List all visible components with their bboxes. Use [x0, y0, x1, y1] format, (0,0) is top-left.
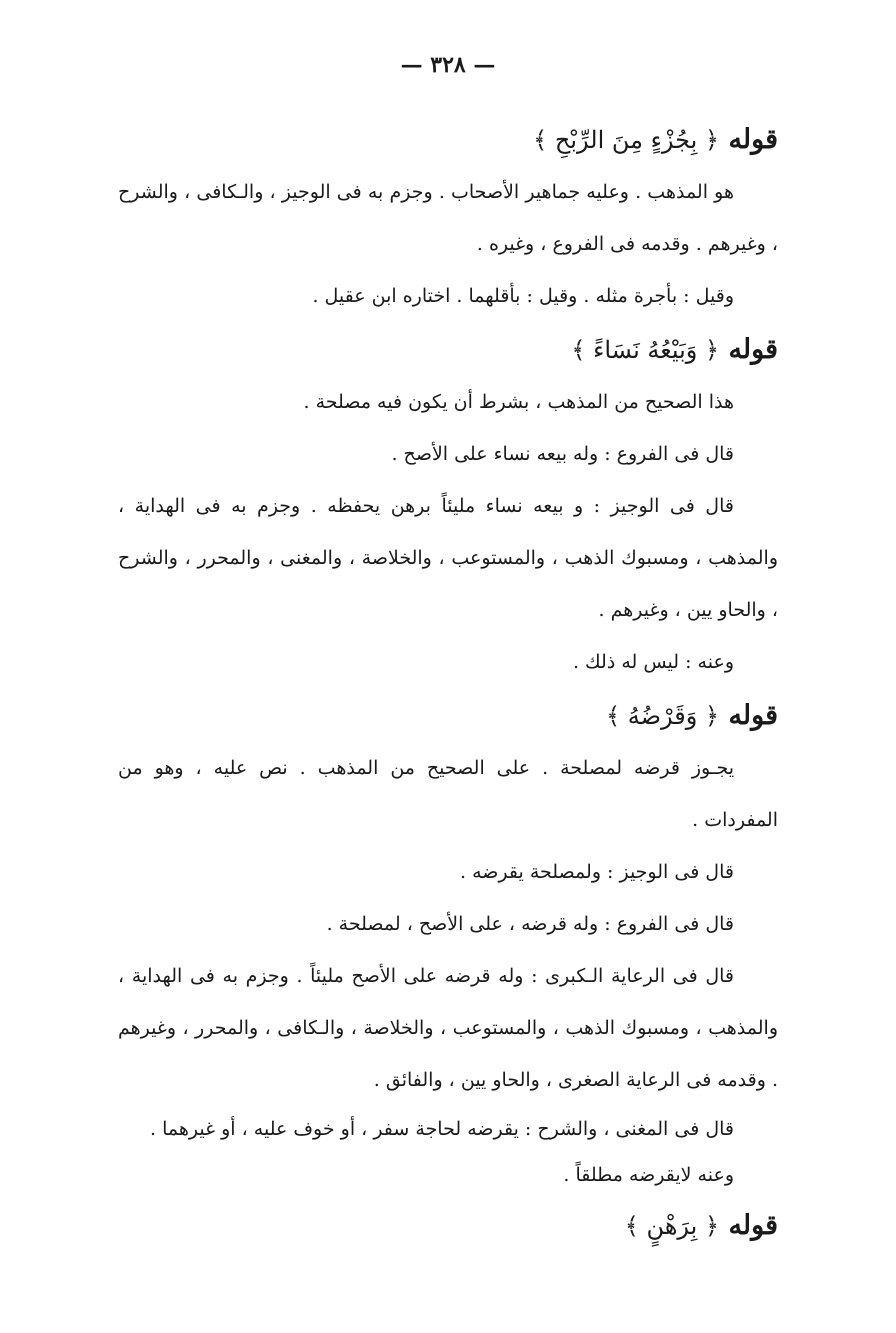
heading-word: قوله — [728, 124, 778, 155]
paragraph: قال فى الرعاية الـكبرى : وله قرضه على الأصح مليئاً . وجزم به فى الهداية ، والمذهب ، ومسبوك الذهب ، والمستوعب ، والخلاصة ، والـكافى ، والمحرر ، وغيرهم . وقدمه فى الرعاية الصغرى ، والحاو يين ، والفائق . — [118, 965, 778, 1091]
paragraph: وقيل : بأجرة مثله . وقيل : بأقلهما . اختاره ابن عقيل . — [312, 285, 734, 307]
paragraph: يجـوز قرضه لمصلحة . على الصحيح من المذهب . نص عليه ، وهو من المفردات . — [118, 757, 778, 831]
paragraph: قال فى الوجيز : ولمصلحة يقرضه . — [460, 861, 734, 883]
heading-phrase: ﴿ بِجُزْءٍ مِنَ الرِّبْحِ ﴾ — [533, 126, 720, 154]
page-number: — ٣٢٨ — — [400, 52, 496, 78]
section-heading — [118, 330, 778, 370]
paragraph: وعنه : ليس له ذلك . — [572, 651, 734, 673]
paragraph: وعنه لايقرضه مطلقاً . — [563, 1164, 734, 1186]
heading-word: قوله — [728, 1210, 778, 1241]
paragraph: قال فى المغنى ، والشرح : يقرضه لحاجة سفر ، أو خوف عليه ، أو غيرهما . — [150, 1118, 734, 1140]
heading-word: قوله — [728, 700, 778, 731]
paragraph: قال فى الفروع : وله قرضه ، على الأصح ، لمصلحة . — [326, 913, 734, 935]
heading-phrase: ﴿ وَبَيْعُهُ نَسَاءً ﴾ — [571, 336, 720, 364]
heading-phrase: ﴿ وَقَرْضُهُ ﴾ — [606, 702, 720, 730]
section-heading — [118, 696, 778, 736]
heading-word: قوله — [728, 334, 778, 365]
heading-phrase: ﴿ بِرَهْنٍ ﴾ — [624, 1212, 720, 1240]
paragraph: قال فى الوجيز : و بيعه نساء مليئاً برهن يحفظه . وجزم به فى الهداية ، والمذهب ، ومسبوك الذهب ، والمستوعب ، والخلاصة ، والمغنى ، والمحرر ، والشرح ، والحاو يين ، وغيرهم . — [118, 495, 778, 621]
paragraph: قال فى الفروع : وله بيعه نساء على الأصح . — [391, 443, 734, 465]
section-heading — [118, 1206, 778, 1246]
page-body — [118, 112, 778, 1252]
paragraph: هو المذهب . وعليه جماهير الأصحاب . وجزم به فى الوجيز ، والـكافى ، والشرح ، وغيرهم . وقدمه فى الفروع ، وغيره . — [118, 181, 778, 255]
section-heading — [118, 120, 778, 160]
paragraph: هذا الصحيح من المذهب ، بشرط أن يكون فيه مصلحة . — [303, 391, 734, 413]
